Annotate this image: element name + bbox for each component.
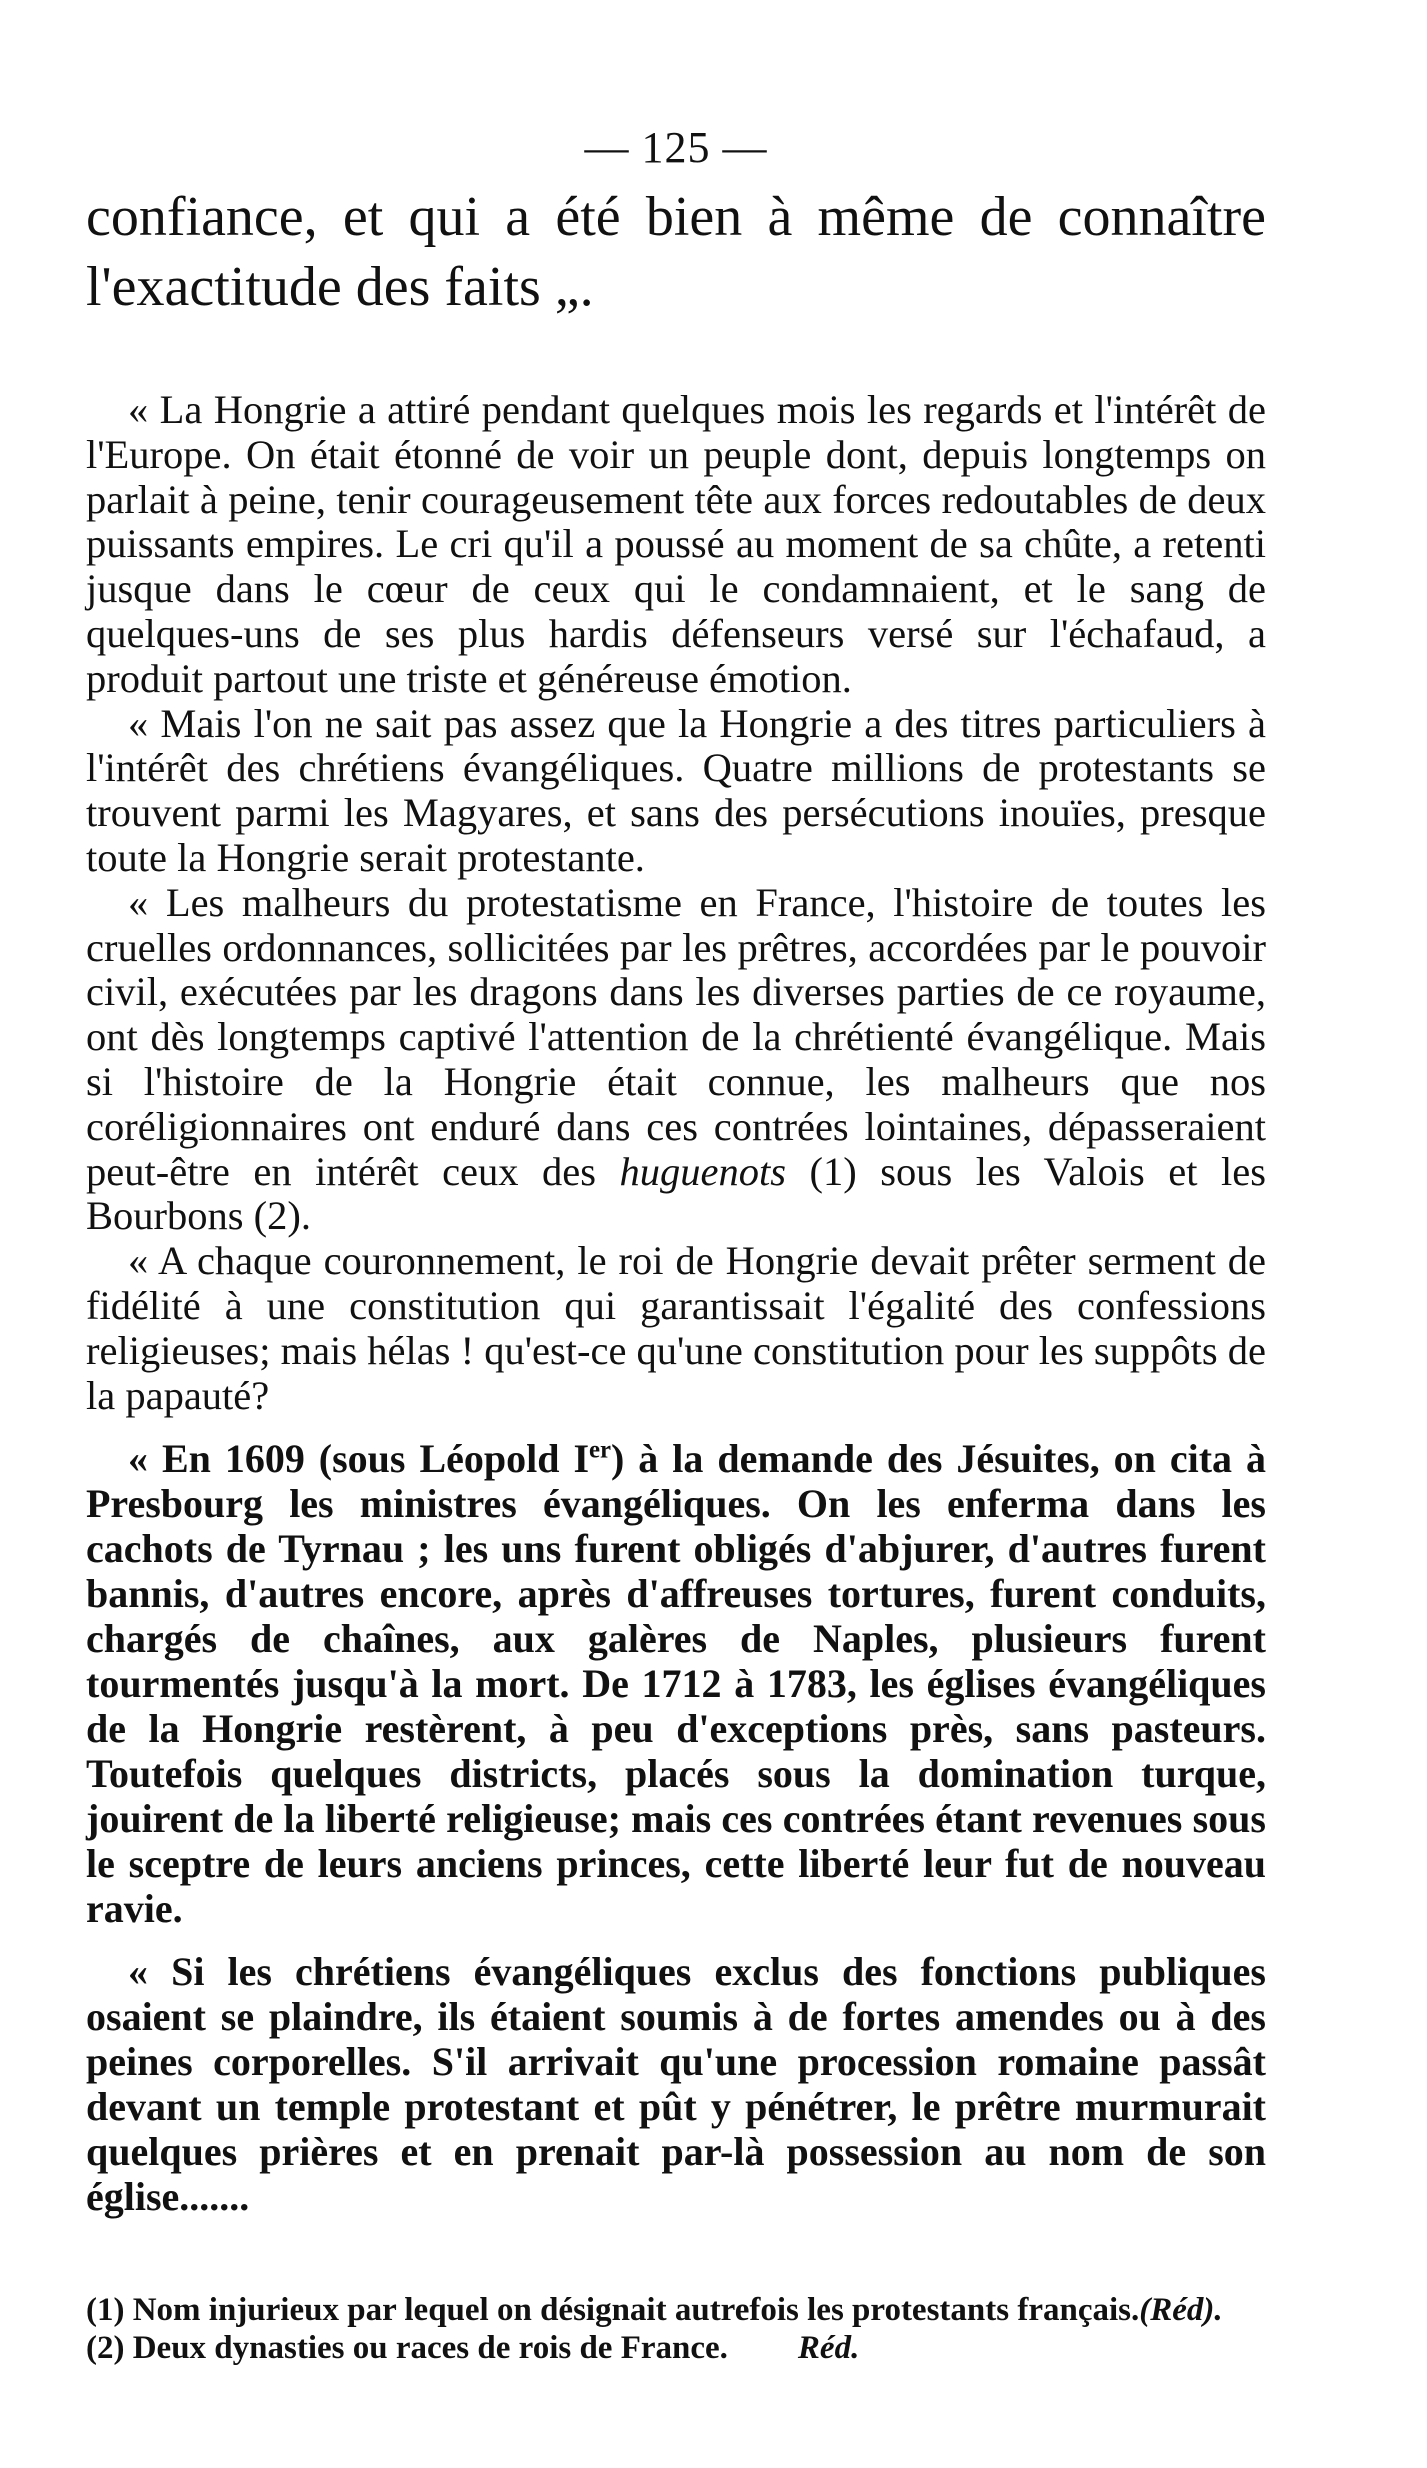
huguenots-term: huguenots	[619, 1148, 787, 1194]
footnote-2-signature: Réd.	[797, 2330, 860, 2367]
paragraph-malheurs-protestatisme	[86, 881, 1266, 1239]
footnote-2	[86, 2329, 1266, 2367]
footnote-1	[86, 2291, 1266, 2329]
paragraph-hongrie-interet: « La Hongrie a attiré pendant quelques mois les regards et l'intérêt de l'Europe. On était étonné de voir un peuple dont, depuis longtemps on parlait à peine, tenir courageusement tête aux forces redoutables de deux puissants empires. Le cri qu'il a poussé au moment de sa chûte, a retenti jusque dans le cœur de ceux qui le condamnaient, et le sang de quelques-uns de ses plus hardis défenseurs versé sur l'échafaud, a produit partout une triste et généreuse émotion.	[86, 387, 1266, 701]
paragraph-malheurs-end: (1) sous les Valois et les Bourbons (2).	[86, 1148, 1266, 1239]
page	[86, 118, 1266, 2367]
paragraph-chretiens-evangeliques: « Si les chrétiens évangéliques exclus des fonctions publiques osaient se plaindre, ils étaient soumis à de fortes amendes ou à des peines corporelles. S'il arrivait qu'une procession romaine passât devant un temple protestant et pût y pénétrer, le prêtre murmurait quelques prières et en prenait par-là possession au nom de son église.......	[86, 1949, 1266, 2220]
footnote-1-signature: (Réd).	[1139, 2292, 1223, 2329]
lead-text: confiance, et qui a été bien à même de connaître l'exactitude des faits „.	[86, 186, 1266, 318]
paragraph-1609-rest: ) à la demande des Jésuites, on cita à Presbourg les ministres évangéliques. On les enferma dans les cachots de Tyrnau ; les uns furent obligés d'abjurer, d'autres furent bannis, d'autres encore, après d'affreuses tortures, furent conduits, chargés de chaînes, aux galères de Naples, plusieurs furent tourmentés jusqu'à la mort. De 1712 à 1783, les églises évangéliques de la Hongrie restèrent, à peu d'exceptions près, sans pasteurs. Toutefois quelques districts, placés sous la domination turque, jouirent de la liberté religieuse; mais ces contrées étant revenues sous le sceptre de leurs anciens princes, cette liberté leur fut de nouveau ravie.	[86, 1436, 1266, 1932]
footnote-1-text: (1) Nom injurieux par lequel on désignait autrefois les protestants français.	[86, 2292, 1140, 2329]
page-number: — 125 —	[584, 123, 768, 172]
paragraph-titres-particuliers: « Mais l'on ne sait pas assez que la Hongrie a des titres particuliers à l'intérêt des chrétiens évangéliques. Quatre millions de protestants se trouvent parmi les Magyares, et sans des persécutions inouïes, presque toute la Hongrie serait protestante.	[86, 700, 1266, 880]
footnote-2-text: (2) Deux dynasties ou races de rois de France.	[86, 2330, 728, 2367]
paragraph-1609-start: « En 1609 (sous Léopold I	[128, 1436, 590, 1482]
footnotes	[86, 2291, 1266, 2367]
paragraph-couronnement: « A chaque couronnement, le roi de Hongrie devait prêter serment de fidélité à une constitution qui garantissait l'égalité des confessions religieuses; mais hélas ! qu'est-ce qu'une constitution pour les suppôts de la papauté?	[86, 1238, 1266, 1418]
paragraph-1609	[86, 1436, 1266, 1931]
paragraph-malheurs-text: « Les malheurs du protestatisme en France, l'histoire de toutes les cruelles ordonnances, sollicitées par les prêtres, accordées par le pouvoir civil, exécutées par les dragons dans les diverses parties de ce royaume, ont dès longtemps captivé l'attention de la chrétienté évangélique. Mais si l'histoire de la Hongrie était connue, les malheurs que nos coréligionnaires ont enduré dans ces contrées lointaines, dépasseraient peut-être en intérêt ceux des	[86, 879, 1266, 1194]
superscript-er: er	[589, 1437, 612, 1464]
